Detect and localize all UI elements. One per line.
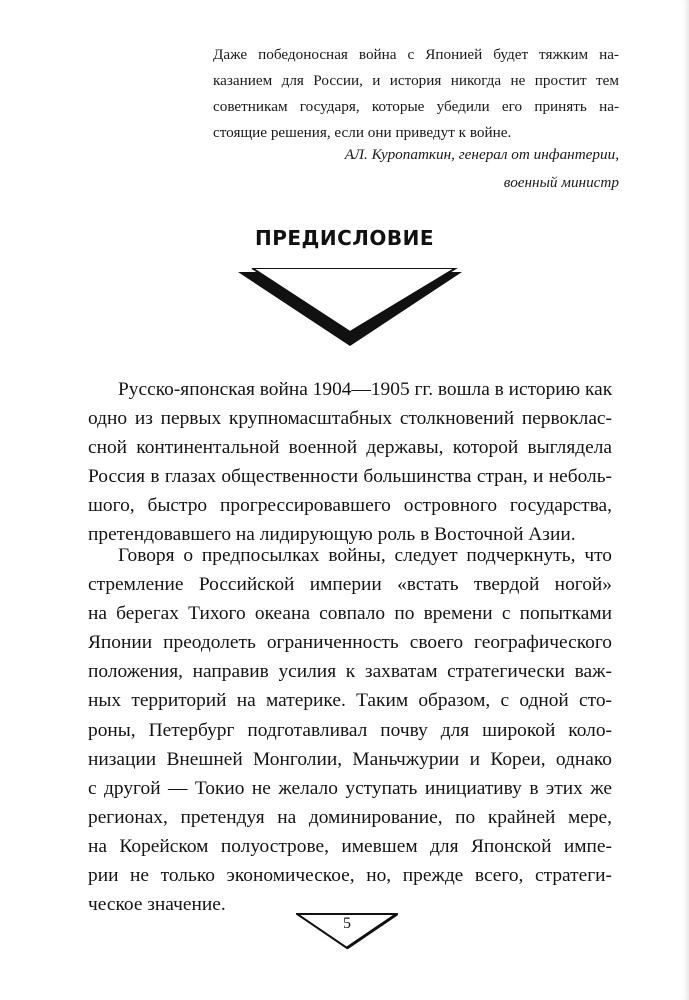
paragraph-line: стремление Российской империи «встать твердой ногой» bbox=[88, 574, 612, 596]
paragraph-2 bbox=[88, 541, 612, 919]
paragraph-line: одно из первых крупномасштабных столкновений первоклас- bbox=[88, 408, 612, 430]
paragraph-line: роны, Петербург подготавливал почву для широкой коло- bbox=[88, 719, 612, 741]
paragraph-line: ных территорий на материке. Таким образом, с одной сто- bbox=[88, 690, 612, 712]
paragraph-line: с другой — Токио не желало уступать инициативу в этих же bbox=[88, 777, 612, 799]
page-number: 5 bbox=[343, 915, 351, 932]
paragraph-line: ческое значение. bbox=[88, 894, 226, 916]
paragraph-line: низации Внешней Монголии, Маньчжурии и Кореи, однако bbox=[88, 748, 612, 770]
chapter-heading: ПРЕДИСЛОВИЕ bbox=[254, 226, 435, 250]
epigraph-line: Даже победоносная война с Японией будет тяжким на- bbox=[213, 46, 619, 63]
paragraph-line: сной континентальной военной державы, которой выглядела bbox=[88, 437, 612, 459]
epigraph-attribution-author: АЛ. Куропаткин, генерал от инфантерии, bbox=[344, 146, 619, 163]
paragraph-line: Русско-японская война 1904—1905 гг. вошла в историю как bbox=[118, 379, 613, 400]
epigraph-attribution-title: военный министр bbox=[503, 174, 619, 191]
epigraph-line: советникам государя, которые убедили его принять на- bbox=[213, 98, 619, 115]
paragraph-line: Японии преодолеть ограниченность своего географического bbox=[88, 632, 612, 654]
paragraph-line: рии не только экономическое, но, прежде всего, стратеги- bbox=[88, 865, 612, 887]
triangle-ornament-icon bbox=[238, 268, 462, 350]
paragraph-line: регионах, претендуя на доминирование, по крайней мере, bbox=[88, 806, 612, 828]
page-number-ornament bbox=[296, 913, 398, 951]
paragraph-line: Говоря о предпосылках войны, следует подчеркнуть, что bbox=[118, 545, 612, 566]
epigraph-line: стоящие решения, если они приведут к войне. bbox=[213, 124, 512, 141]
epigraph-line: казанием для России, и история никогда не простит тем bbox=[213, 72, 619, 89]
paragraph-line: на Корейском полуострове, имевшем для Японской импе- bbox=[88, 835, 612, 857]
paragraph-line: на берегах Тихого океана совпало по времени с попытками bbox=[88, 603, 612, 625]
paragraph-line: положения, направив усилия к захватам стратегически важ- bbox=[88, 661, 612, 683]
paragraph-line: шого, быстро прогрессировавшего островного государства, bbox=[88, 495, 612, 517]
epigraph bbox=[213, 42, 619, 146]
paragraph-line: претендовавшего на лидирующую роль в Восточной Азии. bbox=[88, 524, 576, 546]
paragraph-1 bbox=[88, 375, 612, 550]
paragraph-line: Россия в глазах общественности большинства стран, и неболь- bbox=[88, 466, 612, 488]
